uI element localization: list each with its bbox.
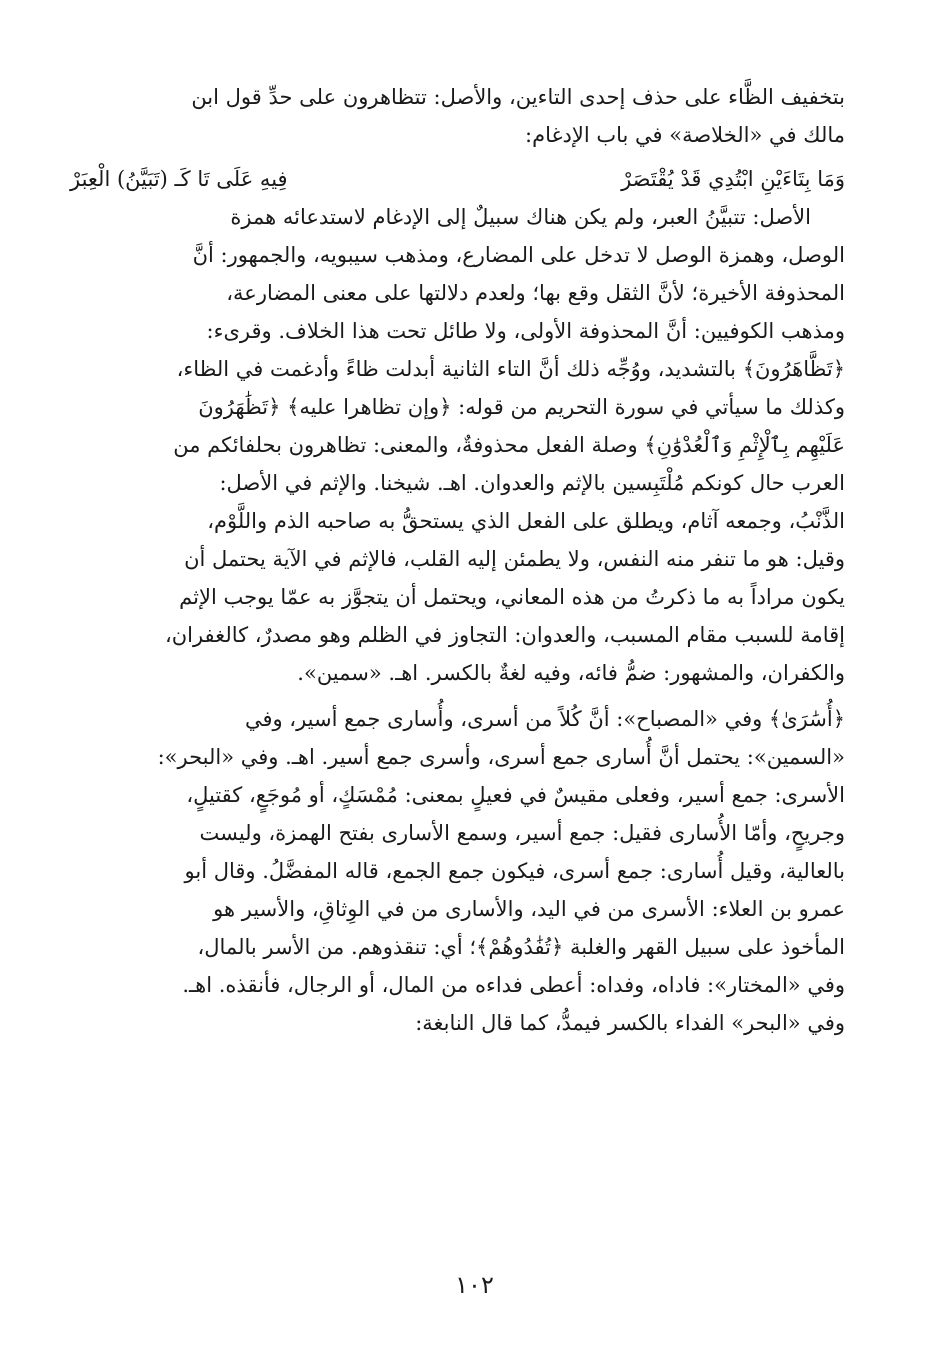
- verse-second-hemistich: فِيهِ عَلَى تَا كَـ (تَبَيَّنُ) الْعِبَرْ: [70, 167, 288, 191]
- page-body: [70, 78, 845, 1042]
- paragraph-usara: ﴿أُسَٰرَىٰ﴾ وفي «المصباح»: أنَّ كُلاً من أسرى، وأُسارى جمع أسير، وفي «السمين»: يحتمل أنَّ أُسارى جمع أسرى، وأسرى جمع أسير. اهـ. وفي «البحر»: الأسرى: جمع أسير، وفعلى مقيسٌ في فعيلٍ بمعنى: مُمْسَكٍ، أو مُوجَعٍ، كقتيلٍ، وجريحٍ، وأمّا الأُسارى فقيل: جمع أسير، وسمع الأسارى بفتح الهمزة، وليست بالعالية، وقيل أُسارى: جمع أسرى، فيكون جمع الجمع، قاله المفضَّلُ. وقال أبو عمرو بن العلاء: الأسرى من في اليد، والأسارى من في الوِثاقِ، والأسير هو المأخوذ على سبيل القهر والغلبة ﴿تُفَٰدُوهُمْ﴾؛ أي: تنقذوهم. من الأسر بالمال، وفي «المختار»: فاداه، وفداه: أعطى فداءه من المال، أو الرجال، فأنقذه. اهـ. وفي «البحر» الفداء بالكسر فيمدُّ، كما قال النابغة:: [157, 707, 845, 1035]
- paragraph-intro: بتخفيف الظَّاء على حذف إحدى التاءين، والأصل: تتظاهرون على حدِّ قول ابن مالك في «الخلاصة» في باب الإدغام:: [191, 85, 845, 147]
- paragraph-commentary: الأصل: تتبيَّنُ العبر، ولم يكن هناك سبيلٌ إلى الإدغام لاستدعائه همزة الوصل، وهمزة الوصل لا تدخل على المضارع، ومذهب سيبويه، والجمهور: أنَّ المحذوفة الأخيرة؛ لأنَّ الثقل وقع بها؛ ولعدم دلالتها على معنى المضارعة، ومذهب الكوفيين: أنَّ المحذوفة الأولى، ولا طائل تحت هذا الخلاف. وقرىء: ﴿تَظَّاهَرُونَ﴾ بالتشديد، ووُجِّه ذلك أنَّ التاء الثانية أبدلت ظاءً وأدغمت في الظاء، وكذلك ما سيأتي في سورة التحريم من قوله: ﴿وإن تظاهرا عليه﴾ ﴿تَظَٰهَرُونَ عَلَيْهِم بِٱلْإِثْمِ وَٱلْعُدْوَٰنِ﴾ وصلة الفعل محذوفةٌ، والمعنى: تظاهرون بحلفائكم من العرب حال كونكم مُلْتَبِسين بالإثم والعدوان. اهـ. شيخنا. والإثم في الأصل: الذَّنْبُ، وجمعه آثام، ويطلق على الفعل الذي يستحقُّ به صاحبه الذم واللَّوْم، وقيل: هو ما تنفر منه النفس، ولا يطمئن إليه القلب، فالإثم في الآية يحتمل أن يكون مراداً به ما ذكرتُ من هذه المعاني، ويحتمل أن يتجوَّز به عمّا يوجب الإثم إقامة للسبب مقام المسبب، والعدوان: التجاوز في الظلم وهو مصدرٌ، كالغفران، والكفران، والمشهور: ضمُّ فائه، وفيه لغةٌ بالكسر. اهـ. «سمين».: [164, 205, 845, 685]
- verse-first-hemistich: وَمَا بِتَاءَيْنِ ابْتُدِي قَدْ يُقْتَصَرْ: [621, 167, 845, 191]
- poetry-verse: [70, 160, 845, 198]
- page-number: ١٠٢: [455, 1271, 494, 1299]
